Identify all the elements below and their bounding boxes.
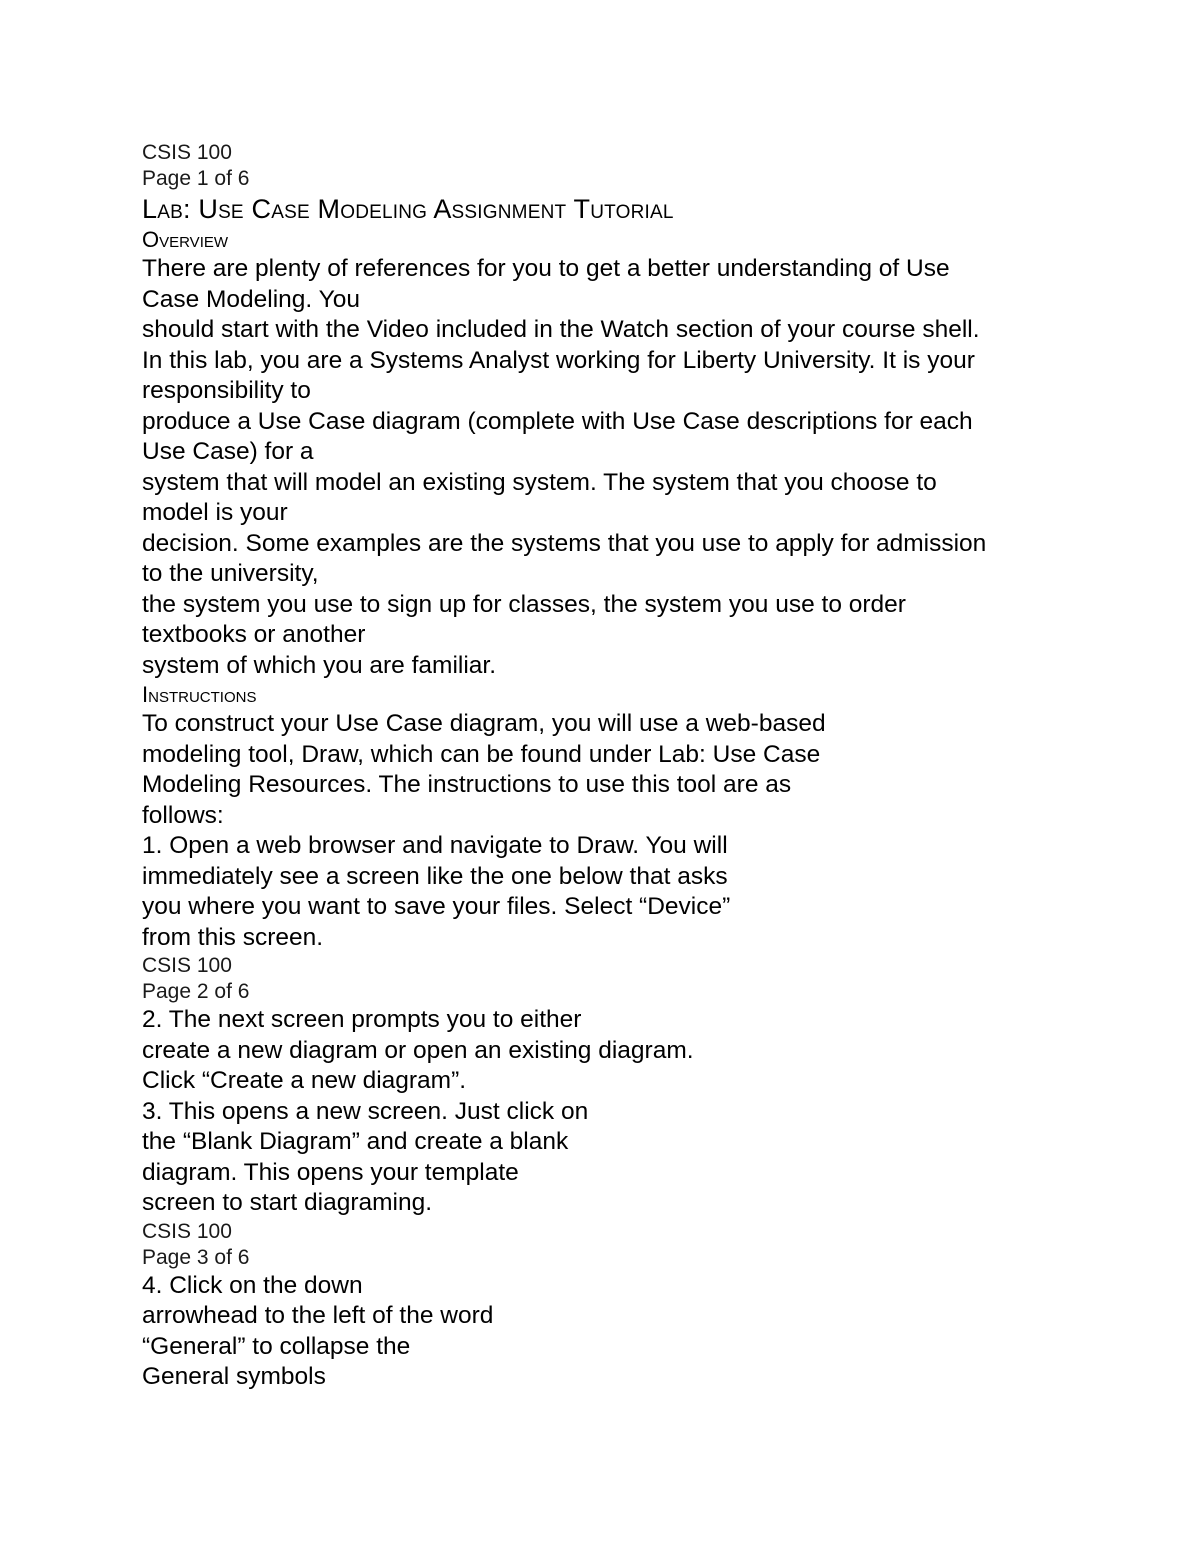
overview-line: In this lab, you are a Systems Analyst working for Liberty University. It is your [142,346,975,374]
step-line: 2. The next screen prompts you to either [142,1006,582,1033]
overview-line: Use Case) for a [142,438,314,465]
course-header: CSIS 100 [142,1219,232,1243]
page-number: Page 2 of 6 [142,980,250,1003]
instructions-heading: Instructions [142,682,257,707]
document-title: Lab: Use Case Modeling Assignment Tutorial [142,194,674,224]
page3-body [142,1271,1102,1393]
overview-line: the system you use to sign up for classes, the system you use to order [142,590,906,618]
step-line: General symbols [142,1363,326,1390]
overview-body [142,254,1102,681]
instructions-line: modeling tool, Draw, which can be found under Lab: Use Case [142,740,821,768]
overview-line: system of which you are familiar. [142,651,497,679]
instructions-line: Modeling Resources. The instructions to use this tool are as [142,771,792,798]
instructions-line: follows: [142,801,224,829]
step-line: “General” to collapse the [142,1332,411,1360]
overview-line: to the university, [142,560,319,587]
overview-line: textbooks or another [142,621,366,648]
instructions-line: immediately see a screen like the one below that asks [142,862,728,890]
overview-line: produce a Use Case diagram (complete with Use Case descriptions for each [142,407,973,435]
step-line: arrowhead to the left of the word [142,1302,494,1329]
instructions-line: from this screen. [142,923,324,951]
step-line: the “Blank Diagram” and create a blank [142,1128,569,1155]
instructions-line: To construct your Use Case diagram, you will use a web-based [142,710,826,737]
overview-line: decision. Some examples are the systems that you use to apply for admission [142,529,987,557]
page-number: Page 3 of 6 [142,1245,250,1269]
step-line: create a new diagram or open an existing diagram. [142,1036,694,1064]
instructions-line: 1. Open a web browser and navigate to Draw. You will [142,832,728,859]
overview-line: There are plenty of references for you to get a better understanding of Use [142,255,950,282]
overview-line: Case Modeling. You [142,285,360,313]
page-number: Page 1 of 6 [142,167,250,190]
overview-line: should start with the Video included in the Watch section of your course shell. [142,316,980,343]
overview-line: model is your [142,499,288,526]
step-line: 3. This opens a new screen. Just click on [142,1097,589,1125]
document-page [142,140,1102,1393]
overview-line: system that will model an existing system. The system that you choose to [142,468,937,496]
page2-body [142,1005,1102,1219]
overview-line: responsibility to [142,377,311,404]
step-line: screen to start diagraming. [142,1189,433,1216]
overview-heading: Overview [142,227,229,252]
course-header: CSIS 100 [142,141,232,164]
step-line: diagram. This opens your template [142,1158,519,1186]
step-line: 4. Click on the down [142,1271,363,1299]
step-line: Click “Create a new diagram”. [142,1067,467,1094]
course-header: CSIS 100 [142,954,232,977]
instructions-line: you where you want to save your files. Select “Device” [142,893,731,920]
instructions-body [142,709,1102,953]
